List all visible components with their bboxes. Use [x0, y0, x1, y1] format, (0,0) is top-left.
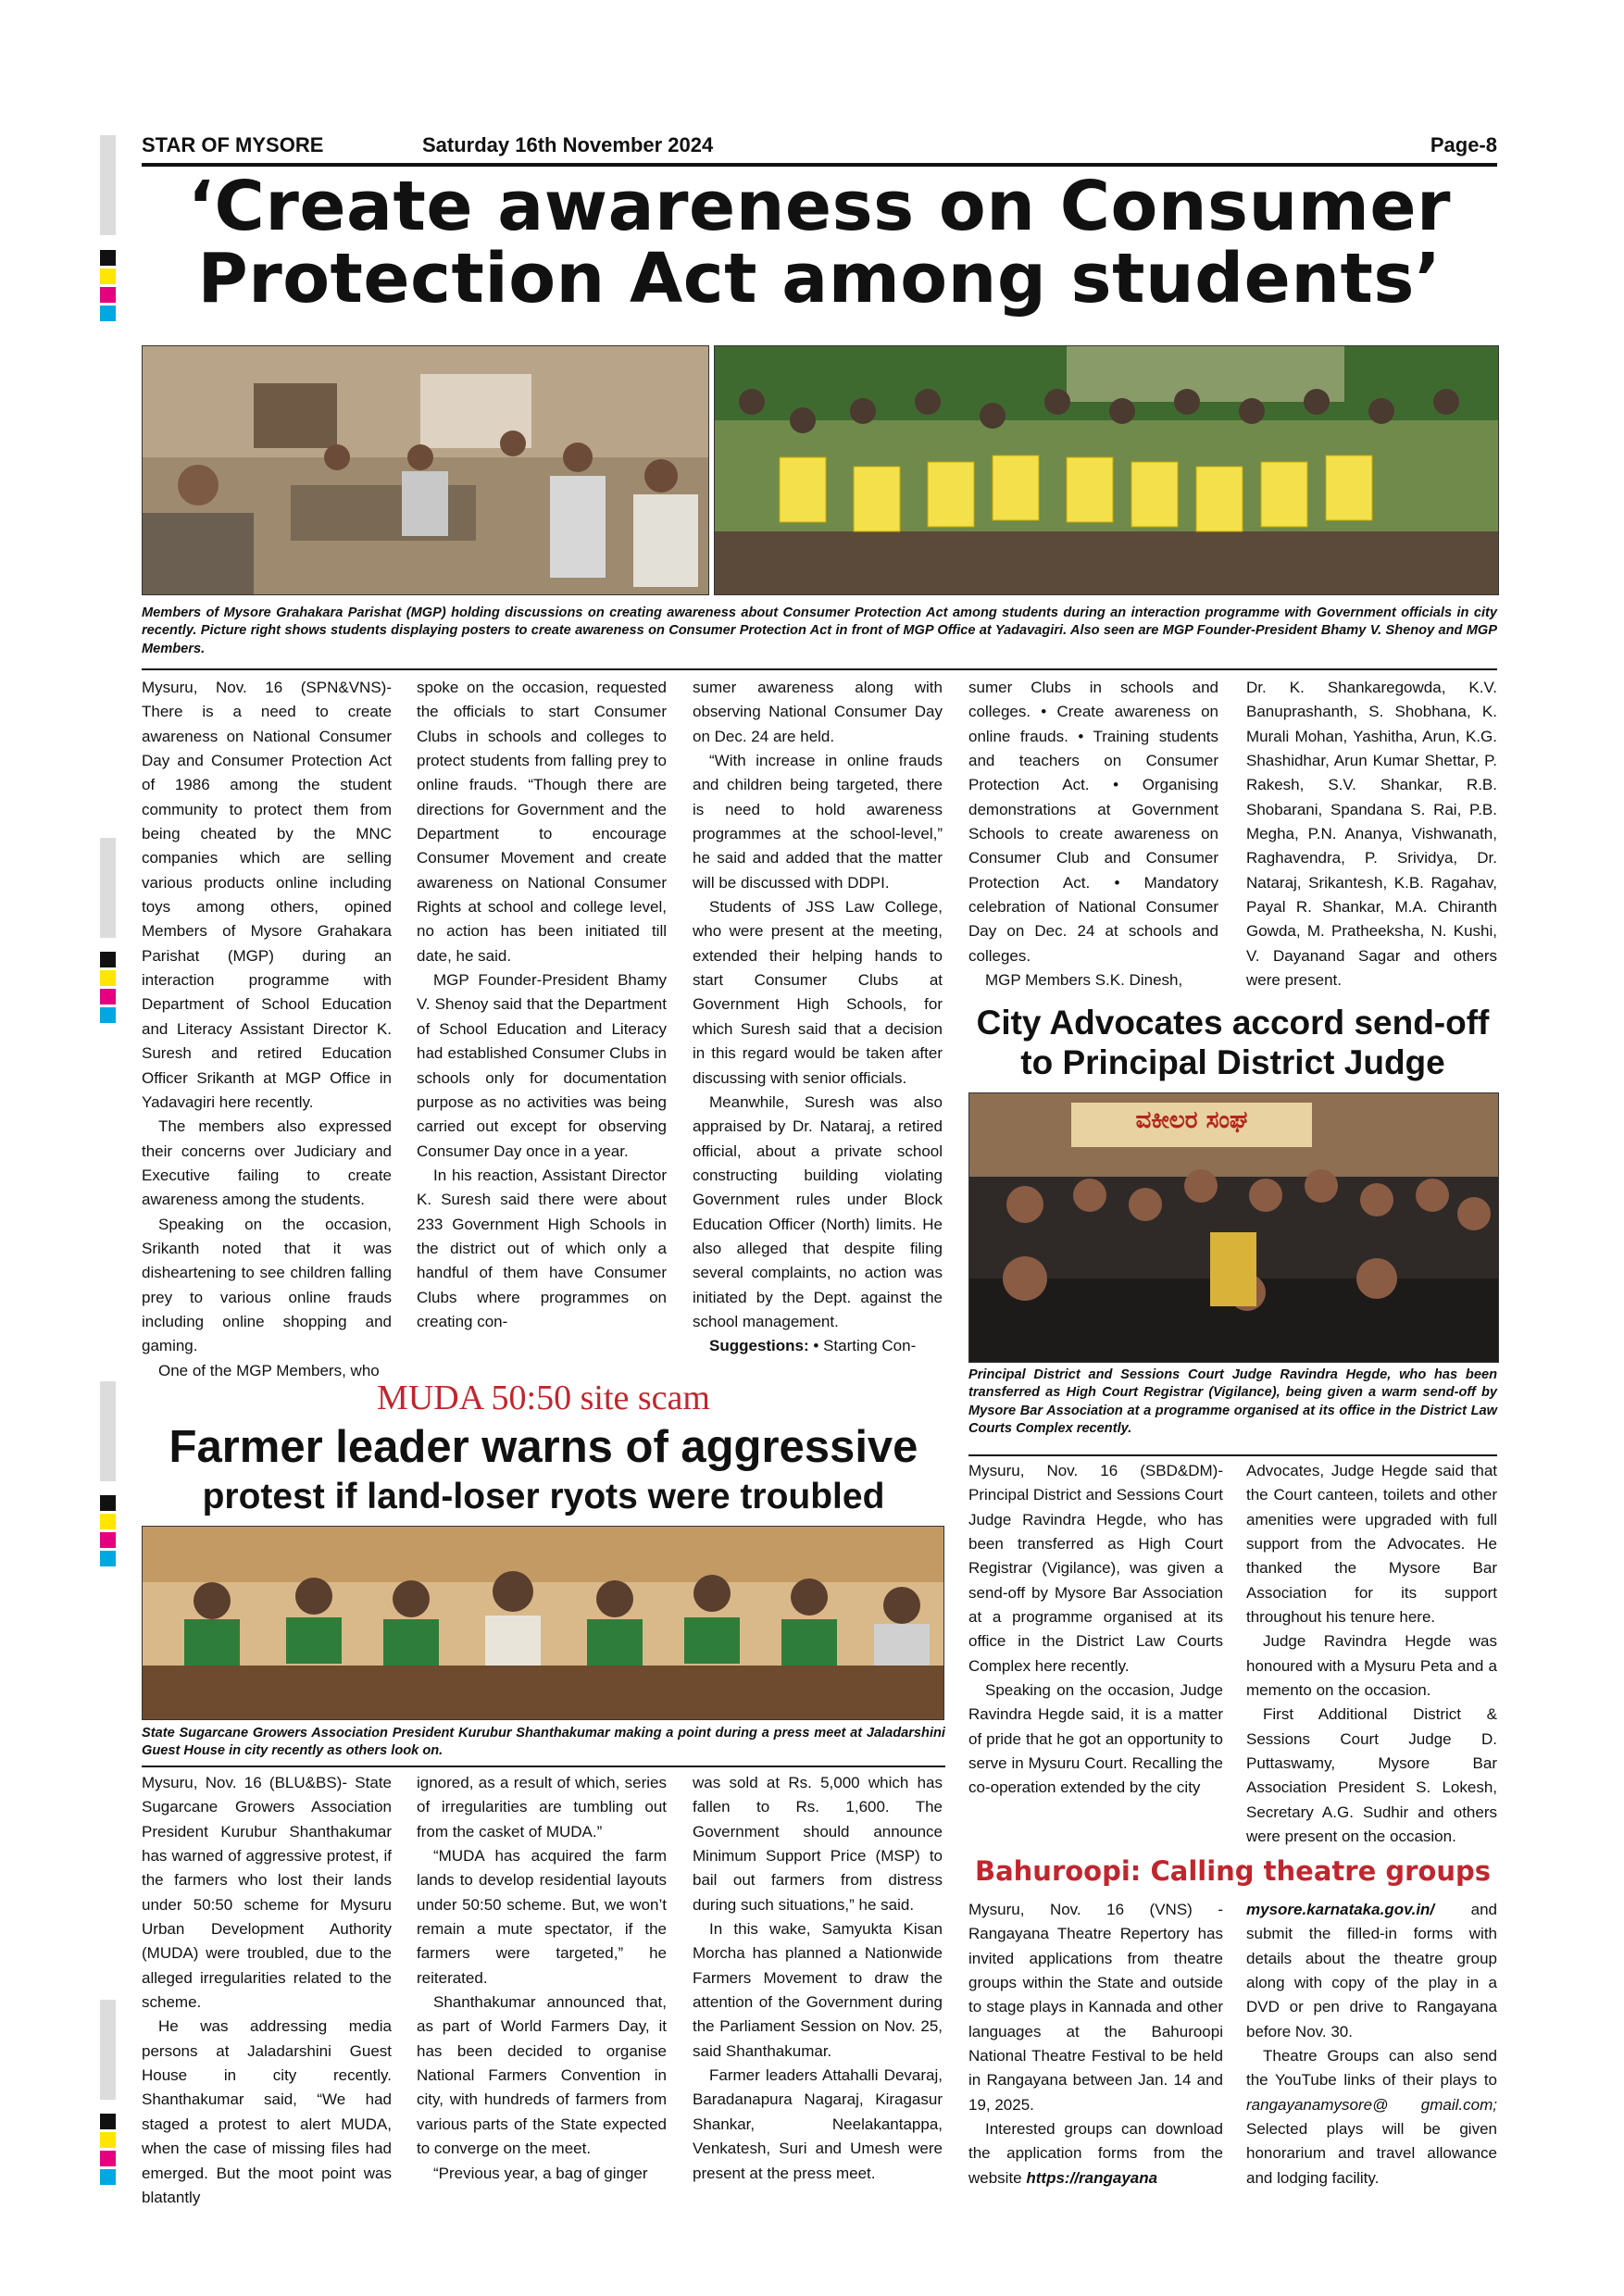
registration-mark-cyan — [100, 1551, 116, 1566]
registration-mark-magenta — [100, 989, 116, 1004]
bar-association-banner: ವಕೀಲರ ಸಂಘ — [1135, 1106, 1248, 1134]
story2-caption: State Sugarcane Growers Association President Kurubur Shanthakumar making a point during a press meet at Jaladarshini Guest House in city recently as others look on. — [142, 1726, 945, 1759]
caption-rule — [968, 1454, 1497, 1456]
press-meet-photo — [142, 1526, 944, 1720]
registration-mark-cyan — [100, 306, 116, 321]
paragraph: Advocates, Judge Hegde said that the Court canteen, toilets and other amenities were upgraded with full support from the Advocates. He thanked the Mysore Bar Association for its support throughout his tenure here. — [1246, 1462, 1497, 1627]
paragraph: First Additional District & Sessions Court Judge D. Puttaswamy, Mysore Bar Association President S. Lokesh, Secretary A.G. Sudhir and others were present on the occasion. — [1246, 1705, 1497, 1846]
caption-rule — [142, 1766, 945, 1767]
registration-mark-black — [100, 1495, 116, 1511]
story1-column-3 — [693, 676, 943, 1359]
paragraph: Mysuru, Nov. 16 (BLU&BS)- State Sugarcane Growers Association President Kurubur Shanthakumar has warned of aggressive protest, if the farmers who lost their lands under 50:50 scheme for Mysuru Urban Development Authority (MUDA) were troubled, due to the alleged irregularities related to the scheme. — [142, 1774, 392, 2012]
registration-mark-black — [100, 2114, 116, 2129]
story4-headline: Bahuroopi: Calling theatre groups — [974, 1855, 1491, 1887]
paragraph: “MUDA has acquired the farm lands to develop residential layouts under 50:50 scheme. But, we won’t remain a mute spectator, if the farmers were targeted,” he reiterated. — [417, 1847, 667, 1987]
meeting-photo-illustration — [143, 346, 708, 594]
story3-headline — [968, 1004, 1497, 1082]
paragraph: One of the MGP Members, who — [158, 1361, 380, 1379]
paragraph: “With increase in online frauds and children being targeted, there is need to hold awareness programmes at the school-level,” he said and added that the matter will be discussed with DDPI. — [693, 752, 943, 892]
paragraph: Dr. K. Shankaregowda, K.V. Banuprashanth, S. Shobhana, K. Murali Mohan, Yashitha, Arun, K.G. Shashidhar, Arun Kumar Shettar, P. Rakesh, S.V. Shankar, R.B. Shobarani, Spandana S. Rai, P.B. Megha, P.N. Ananya, Vishwanath, Raghavendra, P. Srividya, Dr. Nataraj, Srikantesh, K.B. Ragahav, Payal R. Shankar, M.A. Chiranth Gowda, M. Pratheeksha, N. Kushi, V. Dayanand Sagar and others were present. — [1246, 679, 1497, 990]
paragraph: The members also expressed their concerns over Judiciary and Executive failing to create awareness among the students. — [142, 1117, 392, 1209]
registration-mark-cyan — [100, 1007, 116, 1023]
headline-line: City Advocates accord send-off — [976, 1004, 1490, 1042]
registration-mark-magenta — [100, 1532, 116, 1548]
email-link[interactable]: rangayanamysore@ gmail.com; — [1246, 2095, 1497, 2114]
masthead — [142, 130, 1497, 167]
students-photo-illustration — [715, 346, 1498, 594]
margin-bar — [100, 1381, 116, 1481]
paragraph — [1246, 1898, 1497, 2044]
registration-mark-yellow — [100, 2132, 116, 2148]
students-posters-photo — [714, 345, 1499, 595]
paragraph: was sold at Rs. 5,000 which has fallen to Rs. 1,600. The Government should announce Minimum Support Price (MSP) to bail out farmers from distress during such situations,” he said. — [693, 1774, 943, 1914]
meeting-photo — [142, 345, 709, 595]
paragraph-text: Interested groups can download the application forms from the website — [968, 2120, 1223, 2187]
paragraph: Judge Ravindra Hegde was honoured with a Mysuru Peta and a memento on the occasion. — [1246, 1632, 1497, 1700]
paragraph: MGP Founder-President Bhamy V. Shenoy said that the Department of School Education and Literacy had established Consumer Clubs in schools only for documentation purpose as no activities was being carried out except for observing Consumer Day once in a year. — [417, 971, 667, 1160]
registration-mark-cyan — [100, 2169, 116, 2185]
paragraph: MGP Members S.K. Dinesh, — [985, 971, 1183, 990]
headline-line: ‘Create awareness on Consumer — [187, 167, 1452, 246]
story2-headline-line1: Farmer leader warns of aggressive — [169, 1422, 918, 1472]
website-link[interactable]: mysore.karnataka.gov.in/ — [1246, 1901, 1435, 1918]
registration-mark-magenta — [100, 2151, 116, 2166]
margin-bar — [100, 838, 116, 938]
paragraph: In his reaction, Assistant Director K. Suresh said there were about 233 Government High Schools in the district out of which only a handful of them have Consumer Clubs where programmes on creating con- — [417, 1166, 667, 1330]
paragraph-text: Theatre Groups can also send the YouTube links of their plays to — [1246, 2047, 1497, 2090]
paper-name: STAR OF MYSORE — [142, 133, 324, 156]
paragraph: Mysuru, Nov. 16 (SBD&DM)- Principal District and Sessions Court Judge Ravindra Hegde, who has been transferred as High Court Registrar (Vigilance), was given a send-off by Mysore Bar Association at a programme organised at its office in the District Law Courts Complex here recently. — [968, 1462, 1223, 1675]
story4-column-1 — [968, 1898, 1223, 2190]
paragraph: Mysuru, Nov. 16 (SPN&VNS)- There is a need to create awareness on National Consumer Day and Consumer Protection Act of 1986 among the student community to protect them from being cheated by the MNC companies which are selling various products online including toys among others, opined Members of Mysore Grahakara Parishat (MGP) during an interaction programme with Department of School Education and Literacy Assistant Director K. Suresh and retired Education Officer Srikanth at MGP Office in Yadavagiri here recently. — [142, 679, 392, 1111]
paragraph: Farmer leaders Attahalli Devaraj, Baradanapura Nagaraj, Kiragasur Shankar, Neelakantappa, Venkatesh, Suri and Umesh were present at the press meet. — [693, 2066, 943, 2182]
registration-mark-yellow — [100, 1514, 116, 1529]
story4-column-2 — [1246, 1898, 1497, 2190]
story2-column-1 — [142, 1771, 392, 2210]
headline-line: to Principal District Judge — [1020, 1042, 1445, 1081]
story1-caption: Members of Mysore Grahakara Parishat (MGP) holding discussions on creating awareness about Consumer Protection Act among students during an interaction programme with Government officials in city recently. Picture right shows students displaying posters to create awareness on Consumer Protection Act in front of MGP Office at Yadavagiri. Also seen are MGP Founder-President Bhamy V. Shenoy and MGP Members. — [142, 605, 1497, 656]
website-link[interactable]: https://rangayana — [1026, 2168, 1158, 2187]
paragraph: In this wake, Samyukta Kisan Morcha has planned a Nationwide Farmers Movement to draw the attention of the Government during the Parliament Session on Nov. 25, said Shanthakumar. — [693, 1920, 943, 2060]
paragraph: “Previous year, a bag of ginger — [433, 2164, 648, 2182]
paragraph-text: Selected plays will be given honorarium and travel allowance and lodging facility. — [1246, 2120, 1497, 2187]
paragraph: sumer awareness along with observing National Consumer Day on Dec. 24 are held. — [693, 679, 943, 745]
story2-kicker: MUDA 50:50 site scam — [377, 1379, 710, 1417]
suggestions-label: Suggestions: — [709, 1337, 809, 1355]
suggestions-paragraph — [693, 1334, 943, 1358]
suggestions-text: • Starting Con- — [808, 1337, 917, 1355]
story2-column-3 — [693, 1771, 943, 2186]
story1-column-5 — [1246, 676, 1497, 992]
paragraph: sumer Clubs in schools and colleges. • Create awareness on online frauds. • Training students and teachers on Consumer Protection Act. • Organising demonstrations at Government Schools to create awareness on Consumer Club and Consumer Protection Act. • Mandatory celebration of National Consumer Day on Dec. 24 at schools and colleges. — [968, 679, 1218, 965]
paragraph: He was addressing media persons at Jaladarshini Guest House in city recently. Shanthakumar said, “We had staged a protest to alert MUDA, when the case of missing files had emerged. But the moot point was blatantly — [142, 2017, 392, 2206]
paragraph: Speaking on the occasion, Judge Ravindra Hegde said, it is a matter of pride that he got an opportunity to serve in Mysuru Court. Recalling the co-operation extended by the city — [968, 1681, 1223, 1797]
paragraph-text: and submit the filled-in forms with details about the theatre group along with copy of the play in a DVD or pen drive to Rangayana before Nov. 30. — [1246, 1901, 1497, 2040]
press-meet-illustration — [143, 1527, 943, 1719]
registration-mark-magenta — [100, 287, 116, 303]
registration-mark-yellow — [100, 268, 116, 284]
margin-bar — [100, 2000, 116, 2100]
story1-column-2 — [417, 676, 667, 1334]
paragraph: ignored, as a result of which, series of irregularities are tumbling out from the casket of MUDA.” — [417, 1774, 667, 1841]
story1-column-4 — [968, 676, 1218, 992]
paragraph: Meanwhile, Suresh was also appraised by Dr. Nataraj, a retired official, about a private school constructing building violating Government rules under Block Education Officer (North) limits. He also alleged that despite filing several complaints, no action was initiated by the Dept. against the school management. — [693, 1092, 943, 1330]
paragraph — [1246, 2044, 1497, 2190]
paragraph: spoke on the occasion, requested the officials to start Consumer Clubs in schools and colleges to protect students from falling prey to online frauds. “Though there are directions for Government and the Department to encourage Consumer Movement and create awareness on National Consumer Rights at school and college level, no action has been initiated till date, he said. — [417, 679, 667, 965]
margin-bar — [100, 135, 116, 235]
issue-date: Saturday 16th November 2024 — [422, 133, 714, 156]
paragraph — [968, 2117, 1223, 2190]
page-number: Page-8 — [1430, 133, 1497, 156]
story2-column-2 — [417, 1771, 667, 2186]
registration-mark-black — [100, 952, 116, 967]
paragraph: Mysuru, Nov. 16 (VNS) - Rangayana Theatre Repertory has invited applications from theatre groups within the State and outside to stage plays in Kannada and other languages at the Bahuroopi National Theatre Festival to be held in Rangayana between Jan. 14 and 19, 2025. — [968, 1901, 1223, 2114]
headline-line: Protection Act among students’ — [197, 239, 1442, 319]
paragraph: Shanthakumar announced that, as part of World Farmers Day, it has been decided to organise National Farmers Convention in city, with hundreds of farmers from various parts of the State expected to converge on the meet. — [417, 1993, 667, 2158]
story2-headline-line2: protest if land-loser ryots were troubled — [202, 1477, 885, 1516]
registration-mark-black — [100, 250, 116, 266]
story1-headline — [130, 167, 1509, 319]
sendoff-photo — [968, 1092, 1499, 1363]
story3-column-2 — [1246, 1459, 1497, 1850]
paragraph: Students of JSS Law College, who were present at the meeting, extended their helping hands to start Consumer Clubs at Government High Schools, for which Suresh said that a decision in this regard would be taken after discussing with senior officials. — [693, 898, 943, 1087]
story3-caption: Principal District and Sessions Court Judge Ravindra Hegde, who has been transferred as High Court Registrar (Vigilance), being given a warm send-off by Mysore Bar Association at a programme organised at its office in the District Law Courts Complex recently. — [968, 1367, 1497, 1437]
story3-column-1 — [968, 1459, 1223, 1801]
registration-mark-yellow — [100, 970, 116, 986]
caption-rule — [142, 668, 1497, 670]
story1-column-1 — [142, 676, 392, 1383]
paragraph: Speaking on the occasion, Srikanth noted that it was disheartening to see children falling prey to various online frauds including online shopping and gaming. — [142, 1215, 392, 1355]
